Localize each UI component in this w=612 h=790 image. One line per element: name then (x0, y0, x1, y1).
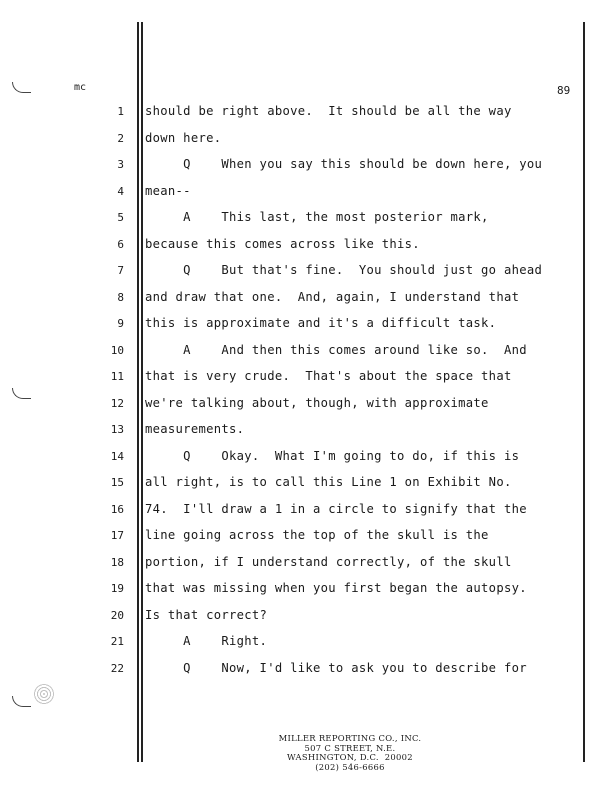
transcript-line-text: down here. (145, 131, 222, 145)
line-number: 20 (110, 609, 124, 622)
transcript-line-text: should be right above. It should be all the way (145, 104, 512, 118)
line-number: 12 (110, 397, 124, 410)
transcript-line-text: A And then this comes around like so. And (145, 343, 527, 357)
left-margin-rule-inner (141, 22, 143, 762)
punch-hole-mark (12, 82, 31, 93)
line-number: 7 (117, 264, 124, 277)
transcript-line-text: that is very crude. That's about the space that (145, 369, 512, 383)
footer-phone: (202) 546-6666 (315, 761, 385, 772)
transcript-line-text: all right, is to call this Line 1 on Exhibit No. (145, 475, 512, 489)
line-number: 2 (117, 132, 124, 145)
reporting-company-footer (240, 734, 460, 772)
line-number: 6 (117, 238, 124, 251)
transcript-line-text: Q But that's fine. You should just go ahead (145, 263, 543, 277)
line-number: 1 (117, 105, 124, 118)
transcript-line-text: this is approximate and it's a difficult task. (145, 316, 497, 330)
line-number: 17 (110, 529, 124, 542)
line-number: 5 (117, 211, 124, 224)
line-number: 14 (110, 450, 124, 463)
transcript-line-text: Q Now, I'd like to ask you to describe for (145, 661, 527, 675)
punch-hole-mark (12, 696, 31, 707)
footer-street: 507 C STREET, N.E. (304, 742, 396, 753)
footer-company: MILLER REPORTING CO., INC. (278, 733, 422, 743)
line-number: 4 (117, 185, 124, 198)
transcript-line-text: Q When you say this should be down here, you (145, 157, 543, 171)
line-number: 22 (110, 662, 124, 675)
right-margin-rule (583, 22, 585, 762)
transcript-line-text: Q Okay. What I'm going to do, if this is (145, 449, 520, 463)
line-number: 19 (110, 582, 124, 595)
line-number: 3 (117, 158, 124, 171)
transcript-line-text: 74. I'll draw a 1 in a circle to signify that the (145, 502, 527, 516)
line-number: 11 (110, 370, 124, 383)
line-number: 18 (110, 556, 124, 569)
line-number: 21 (110, 635, 124, 648)
left-margin-rule (137, 22, 139, 762)
transcript-line-text: line going across the top of the skull is the (145, 528, 489, 542)
line-number: 8 (117, 291, 124, 304)
footer-city: WASHINGTON, D.C. 20002 (287, 752, 413, 763)
line-number: 16 (110, 503, 124, 516)
transcript-line-text: Is that correct? (145, 608, 268, 622)
line-number: 13 (110, 423, 124, 436)
transcript-line-text: measurements. (145, 422, 245, 436)
transcript-line-text: portion, if I understand correctly, of the skull (145, 555, 512, 569)
line-number: 9 (117, 317, 124, 330)
transcript-line-text: we're talking about, though, with approximate (145, 396, 489, 410)
transcript-line-text: because this comes across like this. (145, 237, 420, 251)
scan-speckle (34, 684, 54, 704)
transcript-line-text: and draw that one. And, again, I understand that (145, 290, 520, 304)
transcript-line-text: mean-- (145, 184, 191, 198)
transcript-line-text: A Right. (145, 634, 268, 648)
transcript-line-text: that was missing when you first began the autopsy. (145, 581, 527, 595)
line-number: 15 (110, 476, 124, 489)
transcript-line-text: A This last, the most posterior mark, (145, 210, 489, 224)
reporter-initials: mc (74, 82, 87, 93)
punch-hole-mark (12, 388, 31, 399)
page-number: 89 (557, 84, 571, 97)
line-number: 10 (110, 344, 124, 357)
